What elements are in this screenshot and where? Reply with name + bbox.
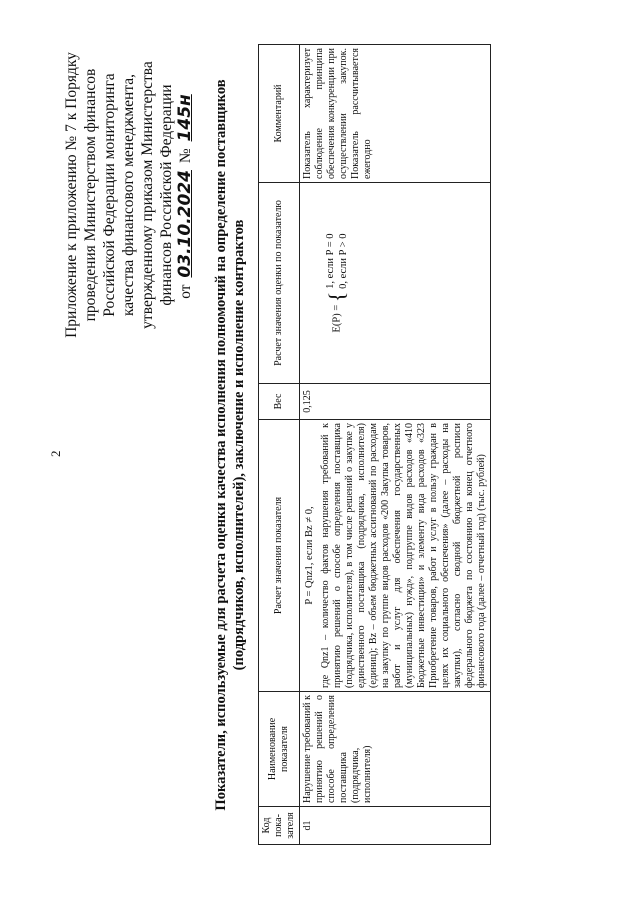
header-name: Наименование показателя (259, 692, 300, 807)
date-prefix: от (177, 284, 194, 299)
cell-name: Нарушение требований к принятию решений о способе определения поставщика (подрядчика, исполнителя) (300, 692, 491, 807)
appendix-line: Приложение к приложению № 7 к Порядку (63, 52, 80, 338)
document-title (212, 45, 248, 845)
table-header-row (259, 45, 300, 845)
handwritten-date: 03.10.2024 (175, 170, 195, 278)
eval-lhs: E(P) = (331, 304, 343, 333)
appendix-line: утвержденному приказом Министерства (139, 61, 156, 329)
appendix-line: финансов Российской Федерации (158, 84, 175, 306)
cell-weight: 0,125 (300, 384, 491, 420)
cell-code: d1 (300, 807, 491, 845)
header-eval: Расчет значения оценки по показателю (259, 183, 300, 384)
eval-case-1: 1, если P = 0 (325, 233, 336, 289)
appendix-line: проведения Министерством финансов (82, 68, 99, 322)
calc-formula: P = Qnz1, если Bz ≠ 0, (304, 506, 315, 605)
appendix-date-line (176, 35, 195, 355)
header-weight: Вес (259, 384, 300, 420)
handwritten-number: 145н (175, 94, 195, 142)
indicators-table (258, 44, 491, 845)
title-line-1: Показатели, используемые для расчета оценки качества исполнения полномочий на определение поставщиков (213, 79, 229, 811)
title-line-2: (подрядчиков, исполнителей), заключение и исполнение контрактов (231, 219, 247, 671)
calc-description: где Qnz1 – количество фактов нарушения требований к принятию решений о способе определения поставщика (подрядчика, исполнителя), в том числе решений о закупке у единственного поставщика (подрядчика, исполнителя) (единиц); Bz – объем бюджетных ассигнований по расходам на закупку по группе видов расходов «200 Закупка товаров, работ и услуг для обеспечения государственных (муниципальных) нужд», подгруппе видов расходов «410 Бюджетные инвестиции» и элементу вида расходов «323 Приобретение товаров, работ и услуг в пользу граждан в целях их социального обеспечения» (далее – расходы на закупки), согласно сводной бюджетной росписи федерального бюджета по состоянию на конец отчетного финансового года (далее – отчетный год) (тыс. рублей) (320, 423, 487, 688)
table-row (300, 45, 491, 845)
header-comment: Комментарий (259, 45, 300, 183)
header-calc: Расчет значения показателя (259, 420, 300, 692)
appendix-line: качества финансового менеджмента, (120, 73, 137, 317)
cell-calc (300, 420, 491, 692)
brace-symbol: { (324, 291, 349, 303)
cell-eval (300, 183, 491, 384)
eval-case-2: 0, если P > 0 (338, 233, 349, 289)
cell-comment: Показатель характеризует соблюдение принципа обеспечения конкуренции при осуществлении закупок. Показатель рассчитывается ежегодно (300, 45, 491, 183)
header-code: Код пока- зателя (259, 807, 300, 845)
page-number: 2 (48, 450, 63, 457)
eval-formula (324, 186, 350, 380)
number-prefix: № (177, 148, 194, 164)
appendix-note (62, 35, 195, 355)
appendix-line: Российской Федерации мониторинга (101, 73, 118, 317)
eval-cases (324, 233, 350, 288)
